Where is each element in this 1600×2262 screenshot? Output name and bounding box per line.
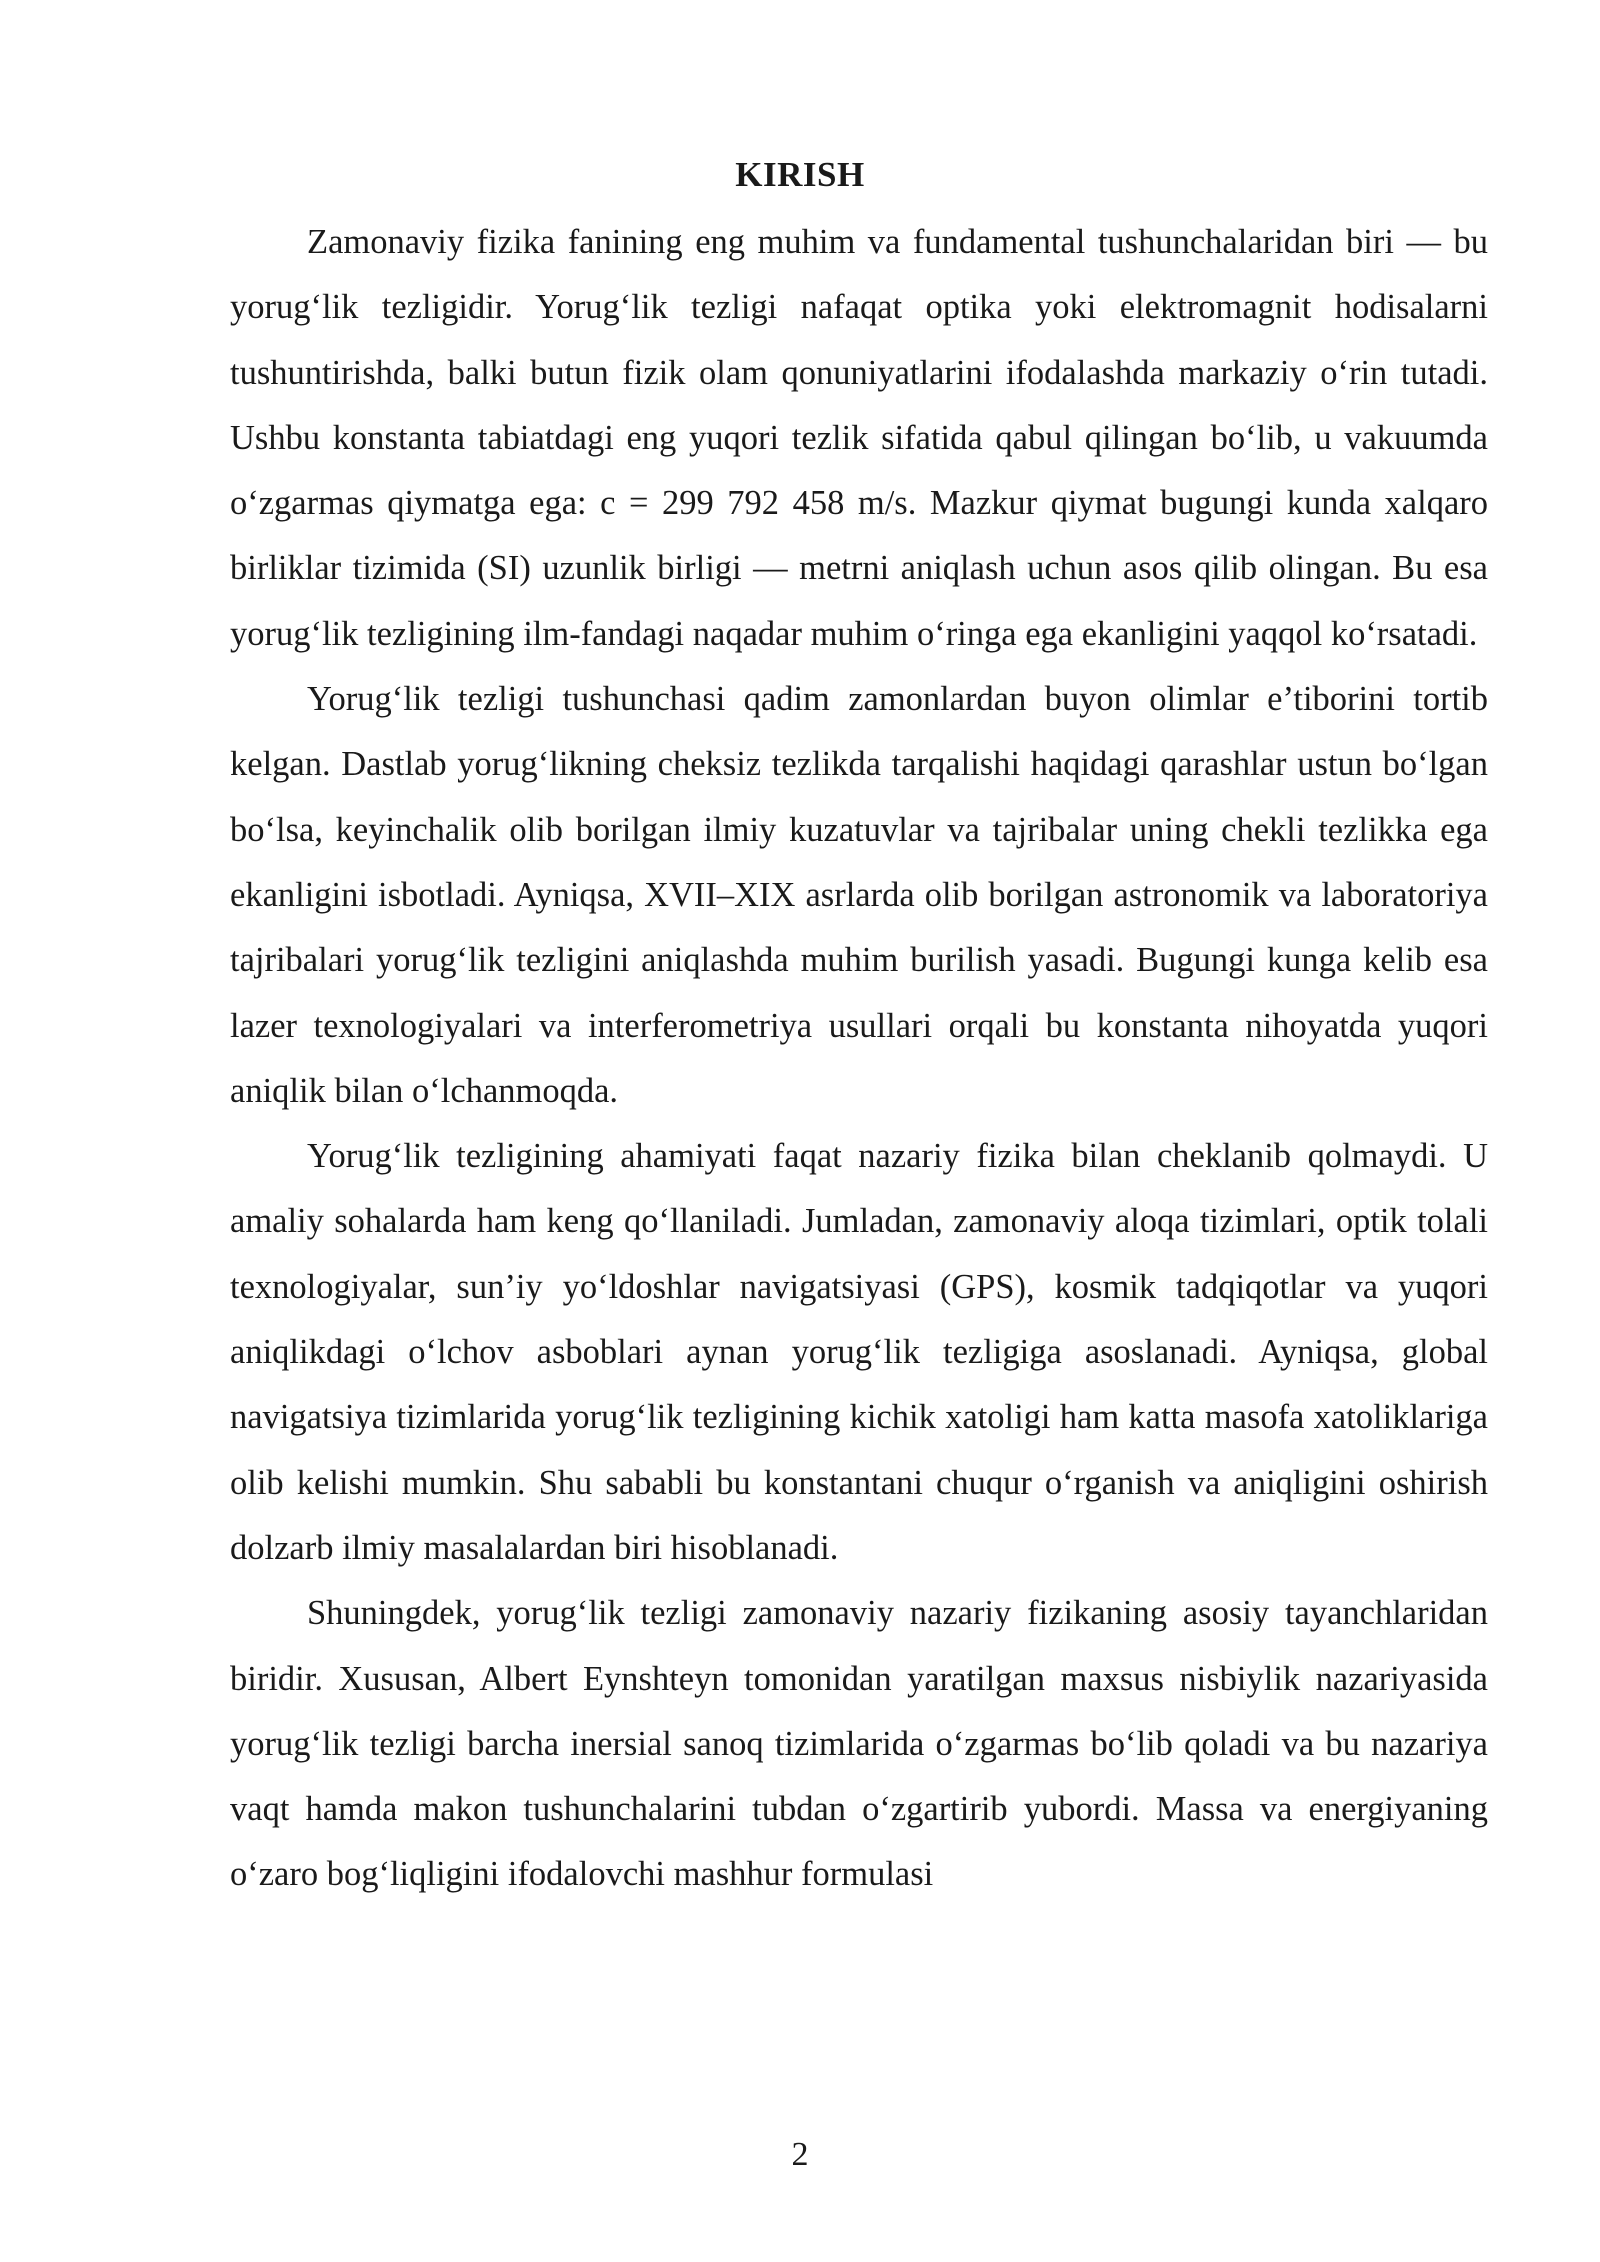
paragraph-3: Yorug‘lik tezligining ahamiyati faqat nazariy fizika bilan cheklanib qolmaydi. U amaliy sohalarda ham keng qo‘llaniladi. Jumladan, zamonaviy aloqa tizimlari, optik tolali texnologiyalar, sun’iy yo‘ldoshlar navigatsiyasi (GPS), kosmik tadqiqotlar va yuqori aniqlikdagi o‘lchov asboblari aynan yorug‘lik tezligiga asoslanadi. Ayniqsa, global navigatsiya tizimlarida yorug‘lik tezligining kichik xatoligi ham katta masofa xatoliklariga olib kelishi mumkin. Shu sababli bu konstantani chuqur o‘rganish va aniqligini oshirish dolzarb ilmiy masalalardan biri hisoblanadi.	[230, 1137, 1488, 1567]
body-text	[230, 210, 1488, 1908]
section-heading: KIRISH	[735, 155, 865, 194]
paragraph-1: Zamonaviy fizika fanining eng muhim va fundamental tushunchalaridan biri — bu yorug‘lik tezligidir. Yorug‘lik tezligi nafaqat optika yoki elektromagnit hodisalarni tushuntirishda, balki butun fizik olam qonuniyatlarini ifodalashda markaziy o‘rin tutadi. Ushbu konstanta tabiatdagi eng yuqori tezlik sifatida qabul qilingan bo‘lib, u vakuumda o‘zgarmas qiymatga ega: c = 299 792 458 m/s. Mazkur qiymat bugungi kunda xalqaro birliklar tizimida (SI) uzunlik birligi — metrni aniqlash uchun asos qilib olingan. Bu esa yorug‘lik tezligining ilm-fandagi naqadar muhim o‘ringa ega ekanligini yaqqol ko‘rsatadi.	[230, 223, 1488, 653]
paragraph-4: Shuningdek, yorug‘lik tezligi zamonaviy nazariy fizikaning asosiy tayanchlaridan biridir. Xususan, Albert Eynshteyn tomonidan yaratilgan maxsus nisbiylik nazariyasida yorug‘lik tezligi barcha inersial sanoq tizimlarida o‘zgarmas bo‘lib qoladi va bu nazariya vaqt hamda makon tushunchalarini tubdan o‘zgartirib yubordi. Massa va energiyaning o‘zaro bog‘liqligini ifodalovchi mashhur formulasi	[230, 1594, 1488, 1894]
paragraph-2: Yorug‘lik tezligi tushunchasi qadim zamonlardan buyon olimlar e’tiborini tortib kelgan. Dastlab yorug‘likning cheksiz tezlikda tarqalishi haqidagi qarashlar ustun bo‘lgan bo‘lsa, keyinchalik olib borilgan ilmiy kuzatuvlar va tajribalar uning chekli tezlikka ega ekanligini isbotladi. Ayniqsa, XVII–XIX asrlarda olib borilgan astronomik va laboratoriya tajribalari yorug‘lik tezligini aniqlashda muhim burilish yasadi. Bugungi kunga kelib esa lazer texnologiyalari va interferometriya usullari orqali bu konstanta nihoyatda yuqori aniqlik bilan o‘lchanmoqda.	[230, 680, 1488, 1110]
page-number: 2	[791, 2136, 809, 2173]
